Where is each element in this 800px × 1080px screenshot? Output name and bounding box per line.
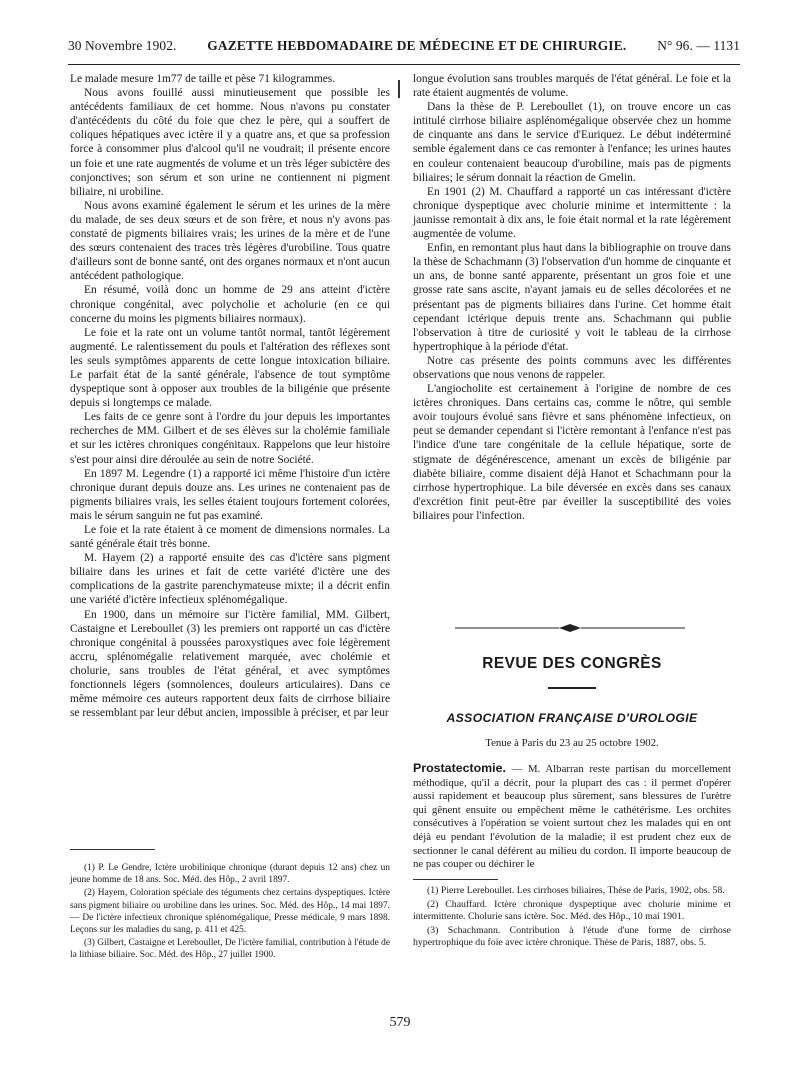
header-issue-number: N° 96. — 1131 [657,38,740,53]
footnote: (3) Schachmann. Contribution à l'étude d'une forme de cirrhose hypertrophique du foie avec ictère chronique. Thèse de Paris, 1887, obs. 5. [413,924,731,949]
paragraph: Le malade mesure 1m77 de taille et pèse 71 kilogrammes. [70,73,336,85]
paragraph: Dans la thèse de P. Lereboullet (1), on trouve encore un cas intitulé cirrhose biliaire asplénomégalique observée chez un homme de cinquante ans dans le service d'Euriquez. Le début indéterminé semble également dans ce cas remonter à l'enfance; les urines hautes en couleur contenaient beaucoup d'urobiline, mais pas de pigments biliaires; le sérum donnait la réaction de Gmelin. [413,101,731,184]
paragraph: En résumé, voilà donc un homme de 29 ans atteint d'ictère chronique congénital, avec polycholie et acholurie (en ce qui concerne du moins les pigments biliaires normaux). [70,284,390,325]
paragraph: En 1901 (2) M. Chauffard a rapporté un cas intéressant d'ictère chronique dyspeptique avec cholurie minime et intermittente : la jaunisse remontait à dix ans, le foie était normal et la rate légèrement augmentée de volume. [413,185,731,241]
paragraph: longue évolution sans troubles marqués de l'état général. Le foie et la rate étaient augmentés de volume. [413,73,731,100]
paragraph: Les faits de ce genre sont à l'ordre du jour depuis les importantes recherches de MM. Gilbert et de ses élèves sur la cholémie familiale et sur les ictères chroniques congénitaux. Rappelons que leur histoire s'est pour ainsi dire déroulée au sein de notre Société. [70,411,390,466]
report-lead: Prostatectomie. [413,761,506,775]
section-ornament [455,623,685,633]
right-footnotes [413,885,731,951]
paragraph: M. Hayem (2) a rapporté ensuite des cas d'ictère sans pigment biliaire dans les urines et fait de cette variété d'ictère une des complications de la gastrite parenchymateuse mixte; il a décrit enfin une variété d'ictère infectieux splénomégalique. [70,552,390,607]
association-heading: ASSOCIATION FRANÇAISE D'UROLOGIE [446,711,698,725]
report-text: — M. Albarran reste partisan du morcellement méthodique, qu'il a décrit, pour la plupart des cas : il permet d'opérer aussi rapidement et beaucoup plus sûrement, sans blessures de l'urètre qui gênent ensuite ou empêchent même le cathétérisme. Les orchites consécutives à l'opération se voient surtout chez les malades qui en ont déjà eu pendant l'évolution de la maladie; il est prudent chez eux de sectionner le canal déférent au milieu du cordon. Il importe beaucoup de ne pas couper ou déchirer le [413,763,731,871]
paragraph: En 1900, dans un mémoire sur l'ictère familial, MM. Gilbert, Castaigne et Lereboullet (3) les premiers ont rapporté un cas d'ictère chronique congénital à poussées paroxystiques avec foie légèrement accru, splénomégalie relativement marquée, avec cholémie et cholurie, sans troubles de l'état général, et avec symptômes fonctionnels légers (somnolences, douleurs articulaires). Dans ce même mémoire ces auteurs rapportent deux faits de cirrhose biliaire se ressemblant par leur début ancien, impossible à préciser, et par leur [70,608,390,720]
paragraph: Enfin, en remontant plus haut dans la bibliographie on trouve dans la thèse de Schachmann (3) l'observation d'un homme de cinquante et un ans, de bonne santé apparente, présentant un gros foie et une grosse rate sans ascite, n'ayant jamais eu de selles décolorées et ne présentant pas de pigments biliaires dans l'urine. Cet homme était cependant ictérique depuis trente ans. Schachmann qui publie l'observation à titre de curiosité y voit le tableau de la cirrhose hypertrophique à la période d'état. [413,242,731,353]
footnote: (1) Pierre Lereboullet. Les cirrhoses biliaires, Thèse de Paris, 1902, obs. 58. [427,885,725,896]
footnote: (2) Hayem, Coloration spéciale des téguments chez certains dyspeptiques. Ictère sans pigment biliaire ou urobiline dans les urines. Soc. Méd. des Hôp., 14 mai 1897. — De l'ictère infectieux chronique splénomégalique, Presse médicale, 9 mars 1898. Leçons sur les maladies du sang, p. 411 et 425. [70,888,390,936]
paragraph: L'angiocholite est certainement à l'origine de nombre de ces ictères chroniques. Dans certains cas, comme le nôtre, qui semble avoir toujours évolué sans fièvre et sans phénomène infectieux, on peut se demander cependant si l'ictère remontant à l'enfance n'est pas l'indice d'une tare congénitale de la cellule hépatique, sorte de stigmate de dégénérescence, amenant un excès de biligénie par diabète biliaire, comme disaient déjà Hanot et Schachmann pour la cirrhose hypertrophique. La bile déversée en excès dans ses canaux d'excrétion finit peut-être par éveiller la susceptibilité des voies biliaires pour l'infection. [413,383,731,522]
paragraph: Le foie et la rate étaient à ce moment de dimensions normales. La santé générale était très bonne. [70,524,390,551]
paragraph: Nous avons fouillé aussi minutieusement que possible les antécédents familiaux de cet homme. Nous n'avons pu constater d'antécédents du côté du foie que chez le père, qui a souffert de coliques hépatiques avec ictère il y a quatre ans, et que sa profession force à consommer plus d'alcool qu'il ne voudrait; il présente encore un foie et une rate augmentés de volume et un très léger subictère des conjonctives; son sérum et son urine ne contiennent ni pigment biliaire, ni urobiline. [70,87,390,198]
title-rule [548,687,596,689]
congres-report [413,762,731,872]
footnote: (2) Chauffard. Ictère chronique dyspeptique avec cholurie minime et intermittente. Cholurie sans ictère. Soc. Méd. des Hôp., 10 mai 1901. [413,898,731,923]
paragraph: Notre cas présente des points communs avec les différentes observations que nous venons de rappeler. [413,354,731,381]
right-column [413,72,731,523]
header-journal-title: GAZETTE HEBDOMADAIRE DE MÉDECINE ET DE CHIRURGIE. [207,38,627,53]
footnote: (3) Gilbert, Castaigne et Lereboullet, De l'ictère familial, contribution à l'étude de la lithiase biliaire. Soc. Méd. des Hôp., 27 juillet 1900. [70,938,390,961]
paragraph: Nous avons examiné également le sérum et les urines de la mère du malade, de ses deux sœurs et de son frère, et nous n'y avons pas constaté de pigments biliaires vrais; les urines de la mère et de l'une des sœurs contenaient des traces très légères d'urobiline. Tous quatre d'ailleurs sont de bonne santé, ont des organes normaux et n'ont aucun antécédent pathologique. [70,199,390,283]
session-dates: Tenue à Paris du 23 au 25 octobre 1902. [485,737,659,749]
page-number: 579 [389,1015,411,1030]
paragraph: En 1897 M. Legendre (1) a rapporté ici même l'histoire d'un ictère chronique durant depuis douze ans. Les urines ne contenaient pas de pigments biliaires vrais, les selles étaient toujours fortement colorées, mais le sérum sanguin ne fut pas examiné. [70,467,390,522]
paragraph: Le foie et la rate ont un volume tantôt normal, tantôt légèrement augmenté. Le ralentissement du pouls et l'altération des réflexes sont les seuls symptômes apparents de cette longue intoxication biliaire. Le parfait état de la santé générale, l'absence de tout symptôme dyspeptique sont à opposer aux troubles de la biligénie que présente depuis si longtemps ce malade. [70,326,390,410]
footnote: (1) P. Le Gendre, Ictère urobilinique chronique (durant depuis 12 ans) chez un jeune homme de 18 ans. Soc. Méd. des Hôp., 2 avril 1897. [70,863,390,886]
header-date: 30 Novembre 1902. [68,38,177,53]
left-footnotes [70,862,390,963]
footnote-rule [70,849,155,850]
running-header [68,38,740,62]
left-column [70,72,390,720]
footnote-rule [413,879,498,880]
column-separator-mark [398,80,400,98]
section-title: REVUE DES CONGRÈS [482,655,662,672]
header-rule [68,64,740,65]
